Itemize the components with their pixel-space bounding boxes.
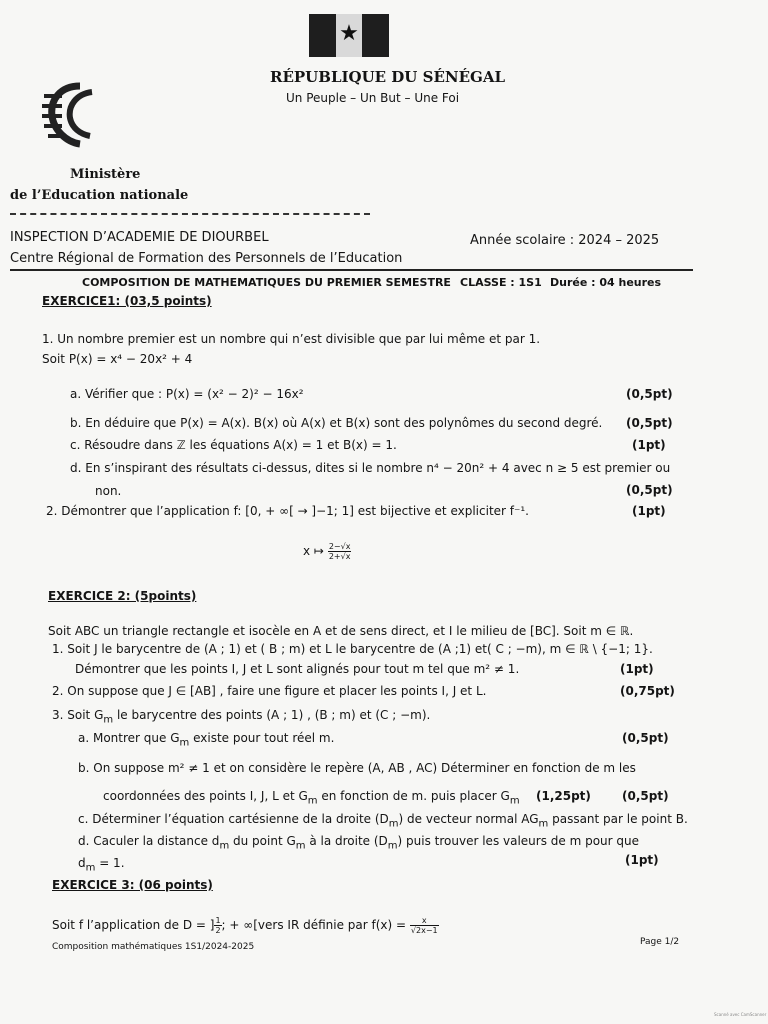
exercise3-title: EXERCICE 3: (06 points): [52, 878, 213, 892]
ex2-qb-sub2: m: [509, 795, 520, 807]
mapping-fraction: [328, 542, 352, 561]
ex1-mapping: [303, 542, 351, 561]
ex2-qb-cont-text: coordonnées des points I, J, L et G: [103, 789, 308, 803]
ex2-qd-rest: du point G: [229, 834, 296, 848]
ex2-q2-points: (0,75pt): [620, 684, 675, 698]
ex2-qa-rest: existe pour tout réel m.: [189, 731, 335, 745]
ministry-logo: [40, 80, 114, 150]
exam-duration: Durée : 04 heures: [550, 276, 662, 289]
ex2-q2: 2. On suppose que J ∈ [AB] , faire une figure et placer les points I, J et L.: [52, 684, 487, 698]
ex1-qd-cont: non.: [95, 484, 122, 498]
ex2-qb-cont: [103, 789, 520, 806]
ex2-qc: [78, 812, 688, 829]
ex1-qb-points: (0,5pt): [626, 416, 673, 430]
ex2-q1-cont: Démontrer que les points I, J et L sont alignés pour tout m tel que m² ≠ 1.: [75, 662, 520, 676]
exercise2-title: EXERCICE 2: (5points): [48, 589, 197, 603]
exercise1-title: EXERCICE1: (03,5 points): [42, 294, 212, 308]
ex2-qd-sub1: m: [219, 840, 230, 852]
ex3-intro-mid: ; + ∞[vers IR définie par f(x) =: [221, 918, 410, 932]
footer-left: Composition mathématiques 1S1/2024-2025: [52, 942, 255, 952]
ex3-half-num: 1: [215, 916, 221, 925]
inspection-name: INSPECTION D’ACADEMIE DE DIOURBEL: [10, 230, 269, 245]
exam-class: CLASSE : 1S1: [460, 276, 542, 289]
ministry-line1: Ministère: [70, 167, 141, 182]
ex2-qd-sub3: m: [387, 840, 398, 852]
senegal-flag: [309, 14, 389, 57]
ex1-qc: c. Résoudre dans ℤ les équations A(x) = 1 et B(x) = 1.: [70, 438, 397, 452]
ex3-f-den: √2x−1: [410, 926, 438, 935]
ex2-qc-sub1: m: [388, 818, 399, 830]
ex1-qa-points: (0,5pt): [626, 387, 673, 401]
ex3-f-fraction: [410, 916, 439, 935]
ex2-qd-cont-sub: m: [85, 862, 96, 874]
ex3-half-den: 2: [215, 926, 221, 935]
ex3-half-fraction: [214, 916, 221, 935]
ex2-qb-sub1: m: [307, 795, 318, 807]
header-rule: [10, 269, 693, 271]
school-year: Année scolaire : 2024 – 2025: [470, 233, 660, 248]
ex2-qd-cont-text: d: [78, 856, 86, 870]
exam-title: COMPOSITION DE MATHEMATIQUES DU PREMIER SEMESTRE: [82, 276, 451, 289]
ex2-qd-points: (1pt): [625, 853, 659, 867]
star-icon: ★: [339, 21, 359, 46]
ex2-q3-text: 3. Soit G: [52, 708, 104, 722]
ex2-qa-text: a. Montrer que G: [78, 731, 180, 745]
ex2-qc-sub2: m: [538, 818, 549, 830]
ex2-qb: b. On suppose m² ≠ 1 et on considère le repère (A, AB , AC) Déterminer en fonction de m les: [78, 761, 636, 775]
ex2-qd-cont-rest: = 1.: [95, 856, 125, 870]
ex2-qd-sub2: m: [295, 840, 306, 852]
ex2-q3: [52, 708, 430, 725]
ex2-qd-text: d. Caculer la distance d: [78, 834, 220, 848]
ex2-qb-points2: (0,5pt): [622, 789, 669, 803]
country-motto: Un Peuple – Un But – Une Foi: [286, 91, 460, 105]
ex2-q1: 1. Soit J le barycentre de (A ; 1) et ( B ; m) et L le barycentre de (A ;1) et( C ; −m), m ∈ ℝ \ {−1; 1}.: [52, 642, 653, 656]
ex2-qd-cont: [78, 856, 125, 873]
ex2-qc-rest: ) de vecteur normal AG: [398, 812, 539, 826]
centre-name: Centre Régional de Formation des Personnels de l’Education: [10, 251, 403, 266]
ex2-q3-sub: m: [103, 714, 114, 726]
ex1-q1: 1. Un nombre premier est un nombre qui n’est divisible que par lui même et par 1.: [42, 332, 541, 346]
ex1-q2: 2. Démontrer que l’application f: [0, + ∞[ → ]−1; 1] est bijective et expliciter f⁻¹.: [46, 504, 529, 518]
country-name: RÉPUBLIQUE DU SÉNÉGAL: [270, 68, 506, 86]
ex1-q2-points: (1pt): [632, 504, 666, 518]
scanner-watermark: Scanné avec CamScanner: [714, 1012, 767, 1017]
ex1-qd-points: (0,5pt): [626, 483, 673, 497]
mapping-denominator: 2+√x: [328, 552, 351, 561]
mapping-lhs: x ↦: [303, 544, 324, 558]
footer-page: Page 1/2: [640, 937, 680, 947]
ex2-qc-text: c. Déterminer l’équation cartésienne de la droite (D: [78, 812, 389, 826]
ex2-q3-rest: le barycentre des points (A ; 1) , (B ; m) et (C ; −m).: [113, 708, 431, 722]
ex2-qa-points: (0,5pt): [622, 731, 669, 745]
ministry-line2: de l’Education nationale: [10, 188, 189, 203]
ex1-qd: d. En s’inspirant des résultats ci-dessus, dites si le nombre n⁴ − 20n² + 4 avec n ≥ 5 est premier ou: [70, 461, 671, 475]
ex2-qd: [78, 834, 639, 851]
ex2-qc-rest2: passant par le point B.: [548, 812, 688, 826]
ex2-q1-points: (1pt): [620, 662, 654, 676]
ex1-qc-points: (1pt): [632, 438, 666, 452]
mapping-numerator: 2−√x: [328, 542, 351, 551]
ex2-qa-sub: m: [179, 737, 190, 749]
ex2-qd-rest3: ) puis trouver les valeurs de m pour que: [397, 834, 640, 848]
ex1-poly: Soit P(x) = x⁴ − 20x² + 4: [42, 352, 193, 366]
ex2-qd-rest2: à la droite (D: [305, 834, 388, 848]
ex1-qb: b. En déduire que P(x) = A(x). B(x) où A(x) et B(x) sont des polynômes du second degré.: [70, 416, 603, 430]
ex2-qb-points1: (1,25pt): [536, 789, 591, 803]
ex2-intro: Soit ABC un triangle rectangle et isocèle en A et de sens direct, et I le milieu de [BC]. Soit m ∈ ℝ.: [48, 624, 634, 638]
dashed-divider: [10, 213, 370, 215]
ex3-f-num: x: [410, 916, 439, 926]
ex1-qa: a. Vérifier que : P(x) = (x² − 2)² − 16x²: [70, 387, 304, 401]
ex3-intro-text: Soit f l’application de D = ]: [52, 918, 215, 932]
ex3-intro: [52, 916, 439, 935]
ex2-qb-cont-rest: en fonction de m. puis placer G: [317, 789, 510, 803]
ex2-qa: [78, 731, 334, 748]
